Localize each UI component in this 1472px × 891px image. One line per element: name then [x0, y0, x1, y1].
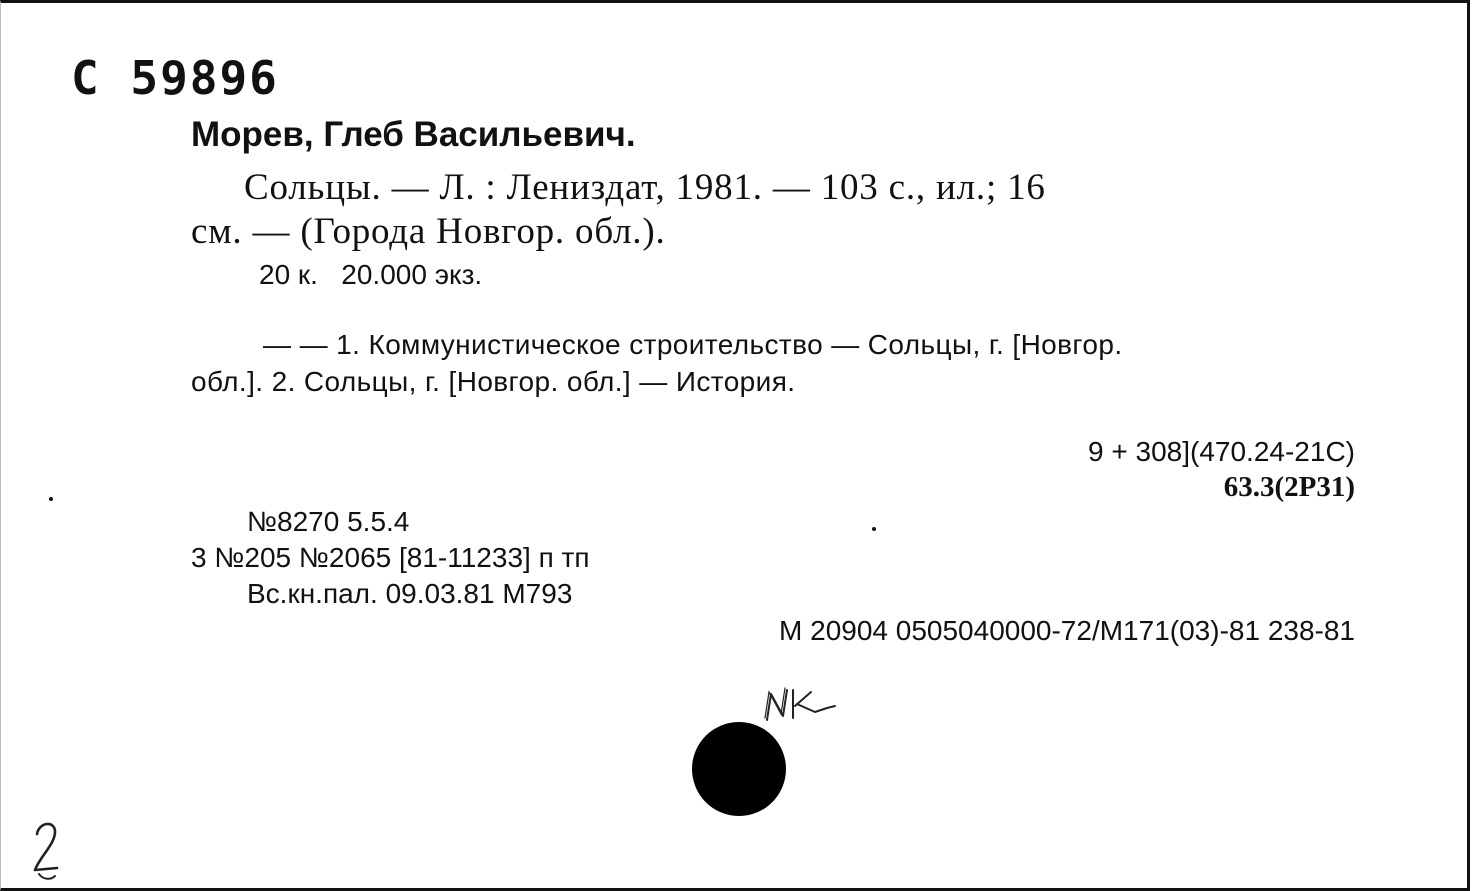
bbk-index: 63.3(2Р31) — [1223, 471, 1355, 503]
publisher-order-line: М 20904 0505040000-72/М171(03)-81 238-81 — [779, 615, 1355, 646]
accession-line-3: Вс.кн.пал. 09.03.81 М793 — [247, 578, 573, 609]
speck-mark — [872, 527, 876, 531]
handwritten-initials-signature — [761, 678, 845, 731]
author-heading: Морев, Глеб Васильевич. — [191, 115, 636, 154]
filing-hole — [692, 722, 786, 816]
accession-line-2: 3 №205 №2065 [81-11233] п тп — [191, 542, 590, 573]
call-number: С 59896 — [71, 51, 279, 105]
title-description-line-1: Сольцы. — Л. : Лениздат, 1981. — 103 с., ил.; 16 — [244, 167, 1046, 208]
subject-headings-line-2: обл.]. 2. Сольцы, г. [Новгор. обл.] — История. — [191, 366, 796, 397]
subject-headings-line-1: — — 1. Коммунистическое строительство — Сольцы, г. [Новгор. — [263, 329, 1123, 360]
price-and-print-run: 20 к. 20.000 экз. — [259, 259, 483, 290]
accession-line-1: №8270 5.5.4 — [247, 506, 410, 537]
title-description-line-2: см. — (Города Новгор. обл.). — [191, 211, 666, 252]
classification-index: 9 + 308](470.24-21С) — [1088, 436, 1355, 467]
speck-mark — [49, 497, 53, 501]
handwritten-corner-number — [29, 818, 65, 889]
